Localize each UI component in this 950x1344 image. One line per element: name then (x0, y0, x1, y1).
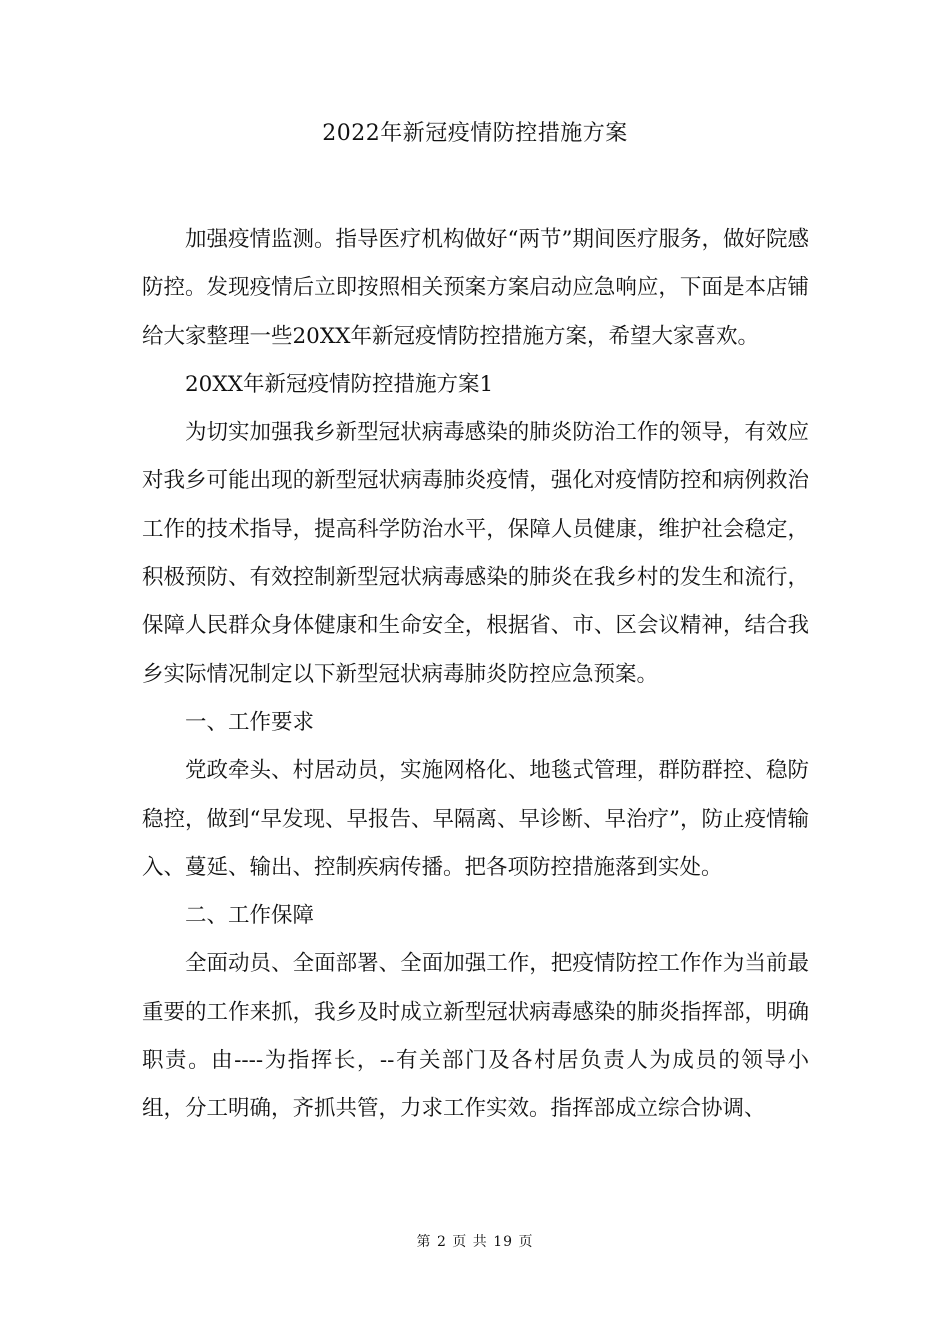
paragraph-purpose: 为切实加强我乡新型冠状病毒感染的肺炎防治工作的领导，有效应对我乡可能出现的新型冠状病毒肺炎疫情，强化对疫情防控和病例救治工作的技术指导，提高科学防治水平，保障人员健康，维护社会稳定，积极预防、有效控制新型冠状病毒感染的肺炎在我乡村的发生和流行，保障人民群众身体健康和生命安全，根据省、市、区会议精神，结合我乡实际情况制定以下新型冠状病毒肺炎防控应急预案。 (142, 420, 809, 687)
section-heading-work-guarantee: 二、工作保障 (185, 903, 315, 929)
paragraph-work-guarantee: 全面动员、全面部署、全面加强工作，把疫情防控工作作为当前最重要的工作来抓，我乡及时成立新型冠状病毒感染的肺炎指挥部，明确职责。由----为指挥长，--有关部门及各村居负责人为成员的领导小组，分工明确，齐抓共管，力求工作实效。指挥部成立综合协调、 (142, 951, 809, 1122)
paragraph-work-requirements: 党政牵头、村居动员，实施网格化、地毯式管理，群防群控、稳防稳控，做到“早发现、早报告、早隔离、早诊断、早治疗”，防止疫情输入、蔓延、输出、控制疾病传播。把各项防控措施落到实处。 (142, 758, 809, 880)
document-body (142, 216, 809, 1134)
page-footer: 第 2 页 共 19 页 (416, 1234, 534, 1250)
paragraph-intro: 加强疫情监测。指导医疗机构做好“两节”期间医疗服务，做好院感防控。发现疫情后立即按照相关预案方案启动应急响应，下面是本店铺给大家整理一些20XX年新冠疫情防控措施方案，希望大家喜欢。 (142, 227, 809, 349)
document-title: 2022年新冠疫情防控措施方案 (322, 121, 628, 146)
paragraph-subtitle: 20XX年新冠疫情防控措施方案1 (185, 371, 494, 397)
section-heading-work-requirements: 一、工作要求 (185, 709, 315, 735)
